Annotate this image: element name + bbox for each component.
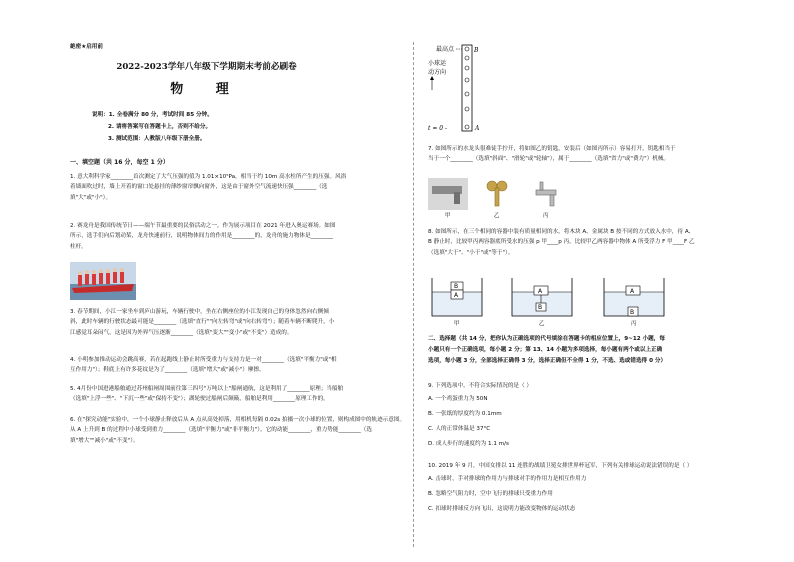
q10-option-b: B. 忽略空气阻力时，空中飞行的排球只受重力作用 — [428, 491, 553, 497]
dragon-boat-photo — [70, 262, 136, 300]
point-a-label: A — [475, 125, 480, 132]
section1-heading: 一、填空题（共 16 分，每空 1 分） — [70, 159, 169, 166]
q10-option-a: A. 击球时，手对排球的作用力与排球对手的作用力是相互作用力 — [428, 476, 587, 482]
caption-jia: 甲 — [445, 213, 451, 218]
subject-title: 物 理 — [170, 82, 243, 97]
q5-line: 5. 4月份中国进港船舶通过苏州船闸周围前往第三四号"万吨以上"船闸通航，这是利用了________原理；当船舶 — [70, 386, 344, 392]
q8-line: B 静止时，比较甲丙两容器底所受水的压强 p 甲____p 丙，比较甲乙两容器中物体 A 所受浮力 F 甲____F 乙 — [428, 239, 695, 246]
t0-label: t = 0 - — [428, 125, 448, 132]
q1-line: 着墙面吹过时，墙上开着的窗口处悬挂的薄纱窗帘飘向窗外，这是由于窗外空气流速快压强________（选 — [70, 184, 328, 191]
block-a-label: A — [538, 288, 543, 295]
question-4 — [70, 355, 410, 376]
q8-line: （选填"大于"、"小于"或"等于"）。 — [428, 249, 514, 256]
direction-label-1: 小球运 — [428, 60, 447, 67]
q2-line: 2. 赛龙舟是我国传统节日——端午节最重要的民俗活动之一，作为展示项目在 2021 年进入奥运赛场。如图 — [70, 223, 336, 229]
q9-option-a: A. 一个鸡蛋重力为 50N — [428, 396, 488, 402]
question-6 — [70, 415, 410, 446]
q2-line: 柱杆。 — [70, 243, 87, 250]
q6-line: 从 A 上升到 B 的过程中小球受到重力________（选填"平衡力"或"非平衡力"），它的动能________，重力势能________（选 — [70, 427, 372, 434]
question-2 — [70, 221, 410, 252]
question-5 — [70, 384, 410, 405]
caption-jia: 甲 — [454, 321, 460, 327]
q3-line: 斜，此时车辆的行驶状态最可能是________（选填"直行""向左转弯"或"向右转弯"）；随着车辆不断爬升，小 — [70, 319, 335, 326]
question-10 — [428, 461, 788, 517]
q5-line: （选填"上浮一些"、"下沉一些"或"保持不变"）；湖轮驶过船闸后颠簸，船舶是利用________原理工作的。 — [70, 396, 329, 403]
q4-line: 互作用力"）；鞋底上有许多花纹是为了________（选填"增大"或"减小"）摩擦。 — [70, 367, 265, 374]
q7-line: 7. 如图所示的水龙头很难徒手拧开，将如图乙的钥匙，安装后（如图丙所示）容易打开，钥匙相当于 — [428, 146, 676, 152]
highest-point-label: 最高点 — [436, 46, 455, 53]
instruction-1: 说明：1. 全卷满分 80 分，考试时间 85 分钟。 — [92, 112, 213, 118]
q9-option-c: C. 人的正常体温是 37°C — [428, 426, 491, 432]
q3-line: 3. 春节期间，小江一家坐车到庐山游玩，车辆行驶中，坐在右侧座位的小江发现自己的身体忽然向右侧倾 — [70, 309, 329, 315]
q6-line: 6. 在"探究动能"实验中，一个小球静止释放后从 A 点从高处掉落，用相机每隔 0.02s 拍摄一次小球的位置，则构成图中的轨迹示意图。 — [70, 417, 406, 423]
caption-bing: 丙 — [631, 321, 637, 327]
section2-line: 选项，每小题 3 分，全部选择正确得 3 分，选择正确但不全得 1 分，不选、选或错选得 0 分） — [428, 358, 667, 364]
section2-line: 二、选择题（共 14 分，把你认为正确选项的代号填涂在答题卡的相应位置上，9~12 小题，每 — [428, 336, 665, 342]
instruction-2: 2. 请将答案写在答题卡上，否则不给分。 — [108, 124, 212, 130]
q3-line: 江感觉耳朵闷气，这是因为外界气压逐渐________（选填"变大""变小"或"不变"）造成的。 — [70, 329, 293, 336]
q9-option-d: D. 成人步行的速度约为 1.1 m/s — [428, 441, 509, 447]
question-9 — [428, 381, 788, 452]
section2-line: 小题只有一个正确选项，每小题 2 分；第 13、14 小题为多项选择，每小题有两个或以上正确 — [428, 347, 663, 353]
q7-line: 当于一个________（选填"斜面"、"滑轮"或"轮轴"），属于________（选填"省力"或"费力"）机械。 — [428, 156, 670, 163]
key-icon — [487, 181, 507, 206]
q4-line: 4. 小明参加推动运动会跳高赛，若在起跑线上静止时所受重力与支持力是一对________（选填"平衡力"或"相 — [70, 357, 337, 363]
q10-stem: 10. 2019 年 9 月，中国女排以 11 连胜的战绩卫冕女排世界杯冠军，下列有关排球运动说法错误的是（ ） — [428, 463, 693, 469]
q6-line: 填"增大""减小"或"不变"）。 — [70, 437, 139, 444]
faucet-icon — [536, 182, 556, 206]
arrowhead-icon — [430, 76, 434, 80]
block-b-label: B — [630, 309, 635, 316]
q2-line: 所示，选手们向后划动桨，龙舟快速前行，说明物体间力的作用是________的，龙舟的施力物体是________ — [70, 233, 333, 240]
container-bing — [604, 278, 664, 327]
caption-bing: 丙 — [543, 213, 549, 218]
section2-heading — [428, 334, 788, 367]
caption-yi: 乙 — [539, 321, 545, 327]
q1-line: 填"大"或"小"）。 — [70, 194, 112, 201]
ball-trajectory-figure — [422, 40, 492, 135]
confidential-label: 絶密★启用前 — [70, 44, 103, 50]
q8-line: 8. 如图所示，在三个相同的容器中装有质量相同的水，将木块 A、金属块 B 按不同的方式放入水中，待 A、 — [428, 229, 695, 235]
block-a-label: A — [454, 292, 459, 299]
q1-line: 1. 意大利科学家________首次测定了大气压强的值为 1.01×10⁵Pa，相当于约 10m 高水柱所产生的压强。风浴 — [70, 174, 347, 180]
faucet-photo-jia — [428, 178, 468, 210]
container-jia — [432, 278, 482, 327]
point-b-label: B — [474, 47, 479, 54]
water-containers-figure — [428, 272, 698, 328]
block-b-label: B — [454, 283, 459, 290]
caption-yi: 乙 — [494, 213, 500, 218]
faucet-photos — [428, 178, 568, 218]
question-1 — [70, 172, 410, 203]
block-a-label: A — [630, 288, 635, 295]
direction-label-2: 动方向 — [428, 69, 447, 76]
question-7 — [428, 144, 788, 165]
exam-title: 2022-2023学年八年级下学期期末考前必刷卷 — [116, 62, 297, 72]
q9-option-b: B. 一张纸的厚度约为 0.1mm — [428, 411, 502, 417]
question-8 — [428, 227, 788, 258]
column-divider — [413, 42, 414, 547]
q9-stem: 9. 下列选项中，不符合实际情况的是（ ） — [428, 383, 532, 389]
container-yi — [512, 278, 572, 327]
block-b-label: B — [538, 304, 543, 311]
q10-option-c: C. 扣球时排球反方向飞出，这说明力能改变物体的运动状态 — [428, 506, 576, 512]
instruction-3: 3. 测试范围：人教版八年级下册全册。 — [108, 136, 206, 142]
question-3 — [70, 307, 410, 338]
